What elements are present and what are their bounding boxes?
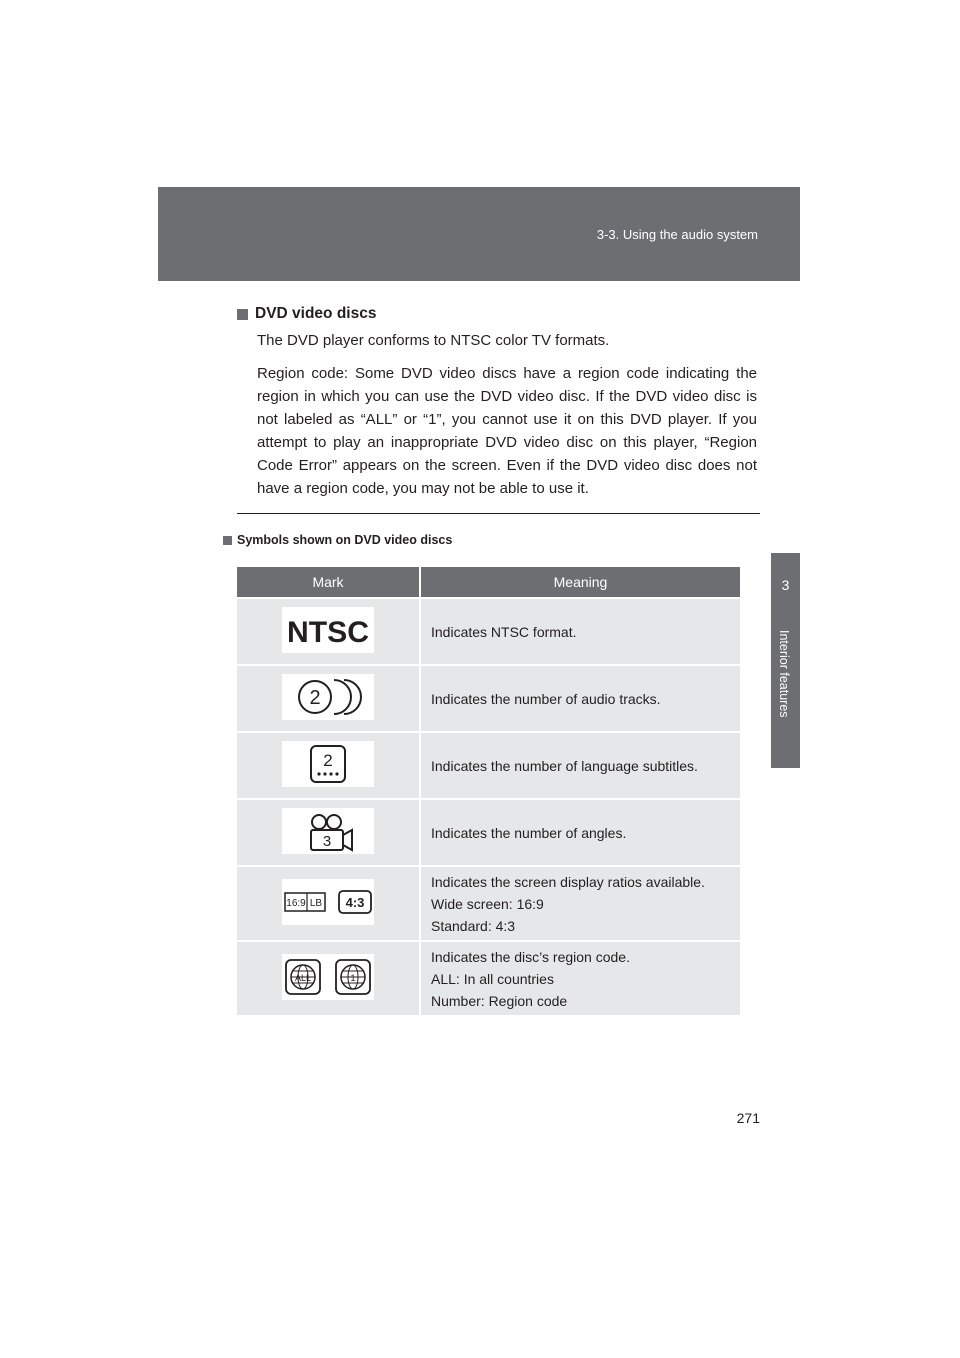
region-number-label: 1: [350, 973, 356, 983]
header-title: 3-3. Using the audio system: [596, 227, 758, 242]
mark-cell: [237, 664, 421, 731]
chapter-label-wrap: [771, 630, 800, 740]
symbols-heading: [223, 533, 452, 547]
meaning-line: ALL: In all countries: [431, 970, 554, 987]
dvd-video-discs-section: [237, 305, 757, 500]
meaning-line: Indicates the number of language subtitles.: [431, 757, 698, 774]
symbols-table: [237, 567, 740, 1015]
chapter-number: 3: [781, 577, 790, 593]
divider-rule: [237, 513, 760, 514]
mark-cell: [237, 940, 421, 1015]
table-row: [237, 865, 740, 940]
meaning-cell: [421, 731, 740, 798]
wide-screen-ratio: 16:9: [286, 898, 306, 909]
table-row: [237, 597, 740, 664]
meaning-cell: [421, 940, 740, 1015]
square-bullet-icon: [237, 309, 248, 320]
region-code-mark-icon: [282, 954, 374, 1000]
standard-ratio: 4:3: [345, 895, 365, 910]
mark-cell: [237, 865, 421, 940]
section-heading: [237, 305, 757, 323]
ntsc-mark-text: NTSC: [287, 616, 369, 649]
chapter-label: Interior features: [777, 630, 791, 718]
mark-cell: [237, 798, 421, 865]
table-row: [237, 940, 740, 1015]
subtitles-count: 2: [323, 751, 333, 770]
ntsc-mark-icon: [282, 607, 374, 653]
letterbox-label: LB: [309, 898, 323, 909]
paragraph-region-code: Region code: Some DVD video discs have a region code indicating the region in which you can use the DVD video disc. If the DVD video disc is not labeled as “ALL” or “1”, you cannot use it on this DVD player. If you attempt to play an inappropriate DVD video disc on this player, “Region Code Error” appears on the screen. Even if the DVD video disc does not have a region code, you may not be able to use it.: [257, 365, 757, 497]
meaning-cell: [421, 597, 740, 664]
column-header-mark: Mark: [237, 567, 421, 597]
meaning-line: Number: Region code: [431, 992, 568, 1009]
paragraph-ntsc: The DVD player conforms to NTSC color TV formats.: [257, 332, 610, 349]
angles-count: 3: [322, 833, 332, 850]
meaning-cell: [421, 664, 740, 731]
subtitles-mark-icon: [282, 741, 374, 787]
symbols-heading-text: Symbols shown on DVD video discs: [237, 533, 453, 547]
meaning-line: Wide screen: 16:9: [431, 895, 544, 912]
header-band: [158, 187, 800, 281]
meaning-line: Indicates the number of audio tracks.: [431, 690, 661, 707]
column-header-meaning: Meaning: [421, 567, 740, 597]
table-header-row: [237, 567, 740, 597]
meaning-line: Indicates NTSC format.: [431, 623, 577, 640]
meaning-line: Indicates the number of angles.: [431, 824, 627, 841]
mark-cell: [237, 597, 421, 664]
angles-mark-icon: [282, 808, 374, 854]
table-row: [237, 664, 740, 731]
mark-cell: [237, 731, 421, 798]
audio-tracks-count: 2: [309, 687, 321, 709]
meaning-line: Indicates the screen display ratios available.: [431, 873, 705, 890]
table-row: [237, 798, 740, 865]
audio-tracks-mark-icon: [282, 674, 374, 720]
section-heading-text: DVD video discs: [255, 305, 377, 322]
meaning-line: Indicates the disc’s region code.: [431, 948, 630, 965]
region-all-label: ALL: [294, 973, 312, 983]
meaning-line: Standard: 4:3: [431, 917, 516, 934]
square-bullet-icon: [223, 536, 232, 545]
page-number: 271: [736, 1110, 760, 1126]
meaning-cell: [421, 798, 740, 865]
table-row: [237, 731, 740, 798]
aspect-ratio-mark-icon: [282, 879, 374, 925]
meaning-cell: [421, 865, 740, 940]
